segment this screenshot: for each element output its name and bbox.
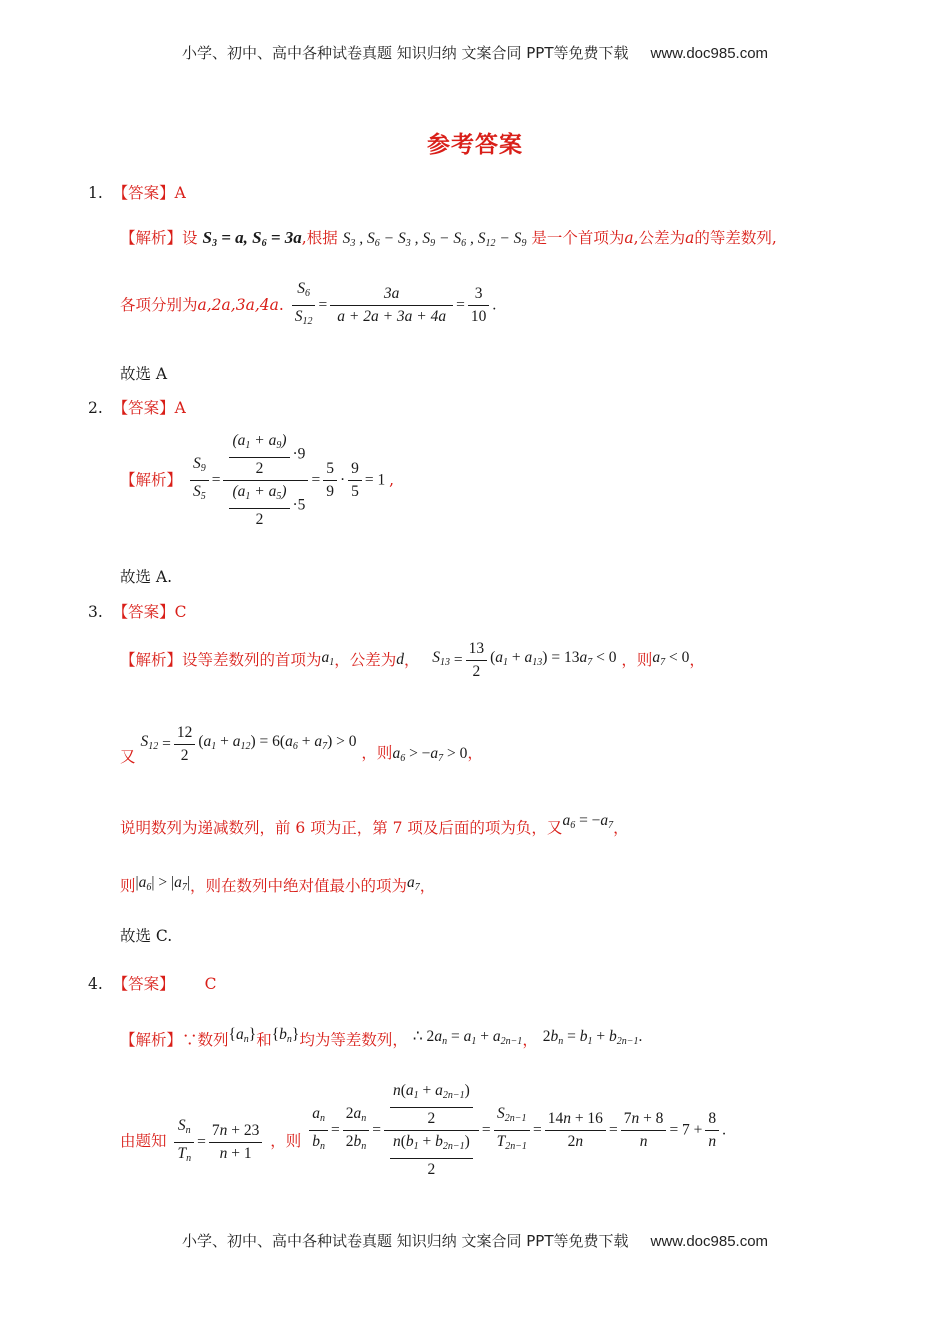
formula: $S_3$ , $S_6 - S_3$ , $S_9 - S_6$ , $S_{12} - S_9$ [342,230,527,249]
text: ，则在数列中绝对值最小的项为 [189,877,407,895]
text: 说明数列为递减数列，前 6 项为正，第 7 项及后面的项为负，又 [120,819,563,837]
text: 的等差数列, [694,229,777,247]
formula: $a_7 < 0$ [652,648,690,668]
item-number: 1. [88,184,103,202]
formula: $S_3 = a$, $S_6 = 3a$ [202,228,302,249]
item-3-analysis-line-4 [120,876,435,902]
text: 又 [120,748,136,767]
text: ， [419,877,436,895]
analysis-tag: 【解析】 [120,1031,183,1049]
text: ， [613,819,629,837]
answer-tag: 【答案】 [112,975,175,993]
text: 和 [256,1031,272,1049]
formula: d [396,651,405,669]
item-4-answer-line [88,974,217,994]
formula: $a_1$ [321,648,335,668]
text: , [389,471,395,490]
answer-value: C [204,975,217,993]
text: ∵数列 [182,1031,229,1049]
header-url[interactable]: www.doc985.com [650,45,769,62]
item-3-answer-line [88,602,187,622]
text: ,公差为 [633,229,686,247]
item-3-analysis-line-3 [120,812,629,844]
analysis-tag: 【解析】 [120,471,183,490]
text: ， [522,1031,538,1049]
page-title: 参考答案 [427,131,523,158]
text: 是一个首项为 [531,229,625,247]
text: ，则 [621,651,653,670]
formula: $\{a_n\}$ [228,1026,257,1045]
item-2-result: 故选 A. [120,568,173,586]
formula: $a_6 > -a_7 > 0$ [392,745,468,765]
answer-value: C [174,603,187,621]
formula: $\{b_n\}$ [271,1026,300,1045]
answer-tag: 【答案】 [112,399,175,417]
formula: ∴ $2a_n = a_1 + a_{2n-1}$ [412,1028,523,1047]
answer-tag: 【答案】 [112,184,175,202]
item-number: 4. [88,975,103,993]
text: 则 [120,877,136,895]
item-number: 3. [88,603,103,621]
text: 由题知 [120,1132,167,1151]
text: ， [467,744,483,763]
item-number: 2. [88,399,103,417]
formula: $\frac{S_9}{S_5}$ = $\frac{(a_1 + a_9)}{2}$ ·9 $\frac{(a_1 + a_5)}{2}$ ·5 = $\frac{5}{9}$ · $\frac{9}{5}$ = 1 [187,471,389,488]
formula: $a_7$ [406,874,420,893]
formula: $\frac{S_6}{S_{12}}$ = $\frac{3a}{a + 2a + 3a + 4a}$ = $\frac{3}{10}$ . [289,296,497,313]
item-1-answer-line [88,183,186,203]
formula: $\frac{S_n}{T_n}$ = $\frac{7n + 23}{n + 1}$ [171,1115,265,1170]
text: a [685,229,695,247]
text: a [624,229,634,247]
formula: $2b_n = b_1 + b_{2n-1}$. [542,1028,643,1047]
item-3-analysis-line-1 [120,638,705,683]
item-1-analysis-line-2 [120,278,496,333]
formula: $S_{13}$ = $\frac{13}{2}$ $(a_1 + a_{13}) = 13a_7 < 0$ [425,651,617,668]
answer-value: A [174,184,186,202]
text: ,根据 [301,229,338,247]
text: 设 [182,229,198,247]
footer-text: 小学、初中、高中各种试卷真题 知识归纳 文案合同 PPT等免费下载 [181,1232,629,1250]
formula: $|a_6| > |a_7|$ [135,874,190,893]
text: 设等差数列的首项为 [182,651,322,670]
text: . [278,296,284,315]
analysis-tag: 【解析】 [120,651,183,670]
page-footer [0,1230,950,1251]
analysis-tag: 【解析】 [120,229,183,247]
formula: $S_{12}$ = $\frac{12}{2}$ $(a_1 + a_{12}) = 6(a_6 + a_7) > 0$ [140,735,356,752]
item-3-result: 故选 C. [120,927,173,945]
item-1-analysis-line-1 [120,228,777,254]
item-3-analysis-line-2 [120,722,483,770]
text: ， [689,651,705,670]
text: 均为等差数列， [299,1031,408,1049]
text: 各项分别为 [120,296,198,315]
text: ， [404,651,420,670]
item-4-analysis-line-1 [120,1026,643,1056]
item-2-analysis [120,430,394,531]
formula: $a_6 = -a_7$ [562,812,614,831]
header-text: 小学、初中、高中各种试卷真题 知识归纳 文案合同 PPT等免费下载 [181,44,629,62]
formula: $\frac{a_n}{b_n}$ = $\frac{2a_n}{2b_n}$ = $\frac{\frac{n(a_1 + a_{2n-1})}{2}}{\frac{n(b_1 + b_{2n-1})}{2}}$ = $\frac{S_{2n-1}}{T_{2n-1}}$ = $\frac{14n + 16}{2n}$ = $\frac{7n + 8}{n}$ = 7 + $\frac{8}{n}$ . [306,1121,726,1138]
item-2-answer-line [88,398,186,418]
item-1-result: 故选 A [120,365,168,383]
answer-value: A [174,399,186,417]
page-header [0,42,950,63]
answer-tag: 【答案】 [112,603,175,621]
text: ，则 [361,744,393,763]
footer-url[interactable]: www.doc985.com [650,1233,769,1250]
text: a,2a,3a,4a [197,296,279,315]
text: ，公差为 [334,651,397,670]
text: ，则 [270,1132,302,1151]
item-4-analysis-line-2 [120,1080,726,1181]
